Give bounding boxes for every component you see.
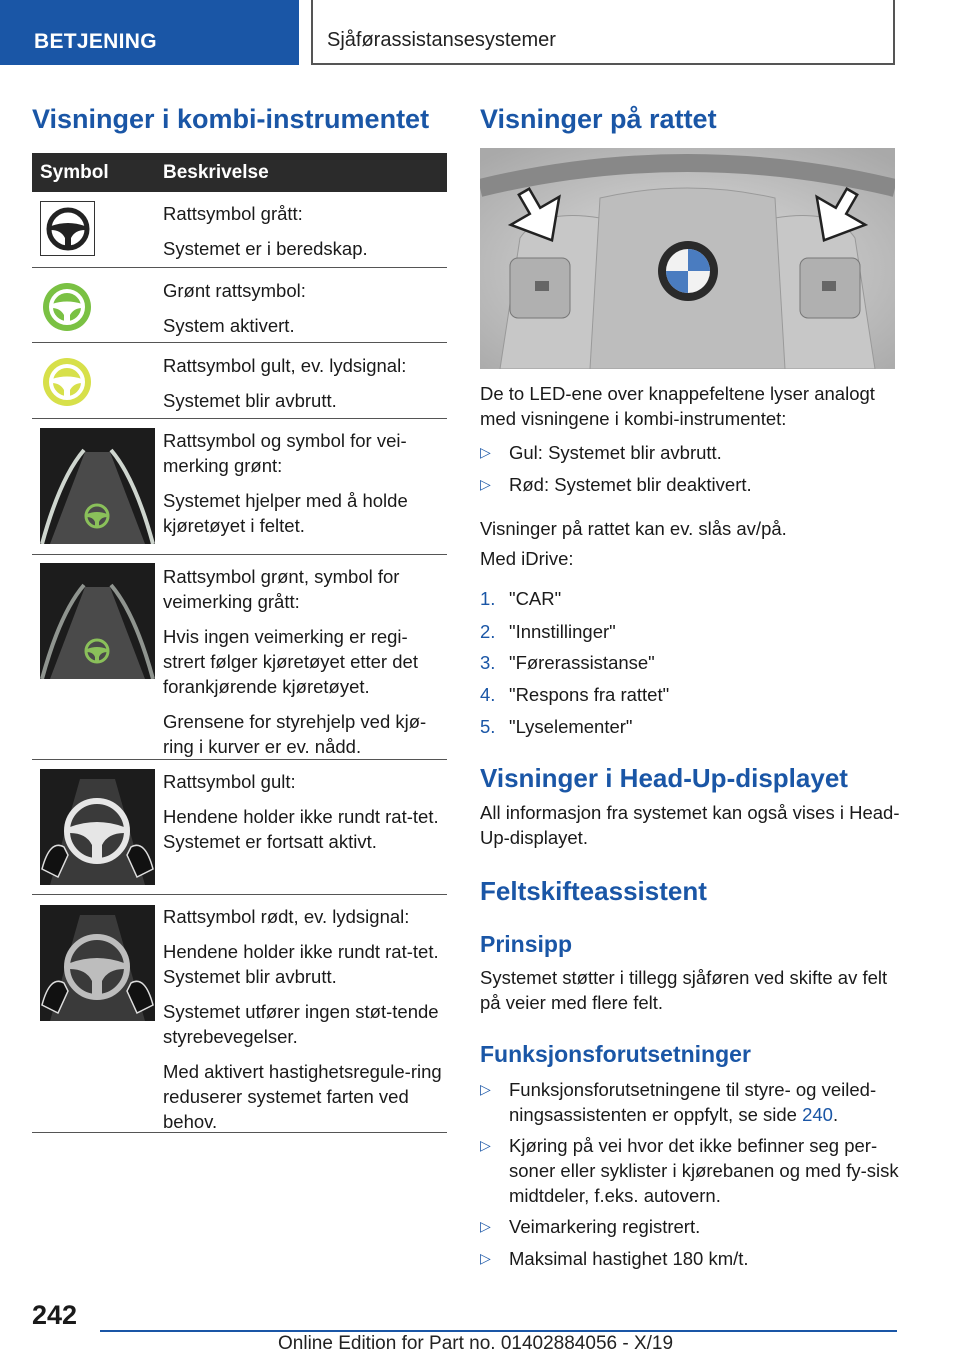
footer-edition: Online Edition for Part no. 01402884056 - X/19 xyxy=(278,1333,674,1354)
section-title-lane-change: Feltskifteassistent xyxy=(480,876,707,906)
row4-line1: Rattsymbol og symbol for vei-merking grønt: xyxy=(163,430,407,476)
hands-off-red-icon xyxy=(40,905,155,1021)
symbol-table xyxy=(32,153,447,1133)
steering-wheel-yellow-icon xyxy=(40,355,95,410)
bullet-text: Rød: Systemet blir deaktivert. xyxy=(509,474,752,495)
steering-wheel-photo xyxy=(480,148,895,369)
subtitle-principle: Prinsipp xyxy=(480,931,573,957)
row7-line4: Med aktivert hastighetsregule-ring reduserer systemet farten ved behov. xyxy=(163,1061,442,1132)
steering-wheel-grey-icon xyxy=(40,201,95,256)
section-title-hud: Visninger i Head-Up-displayet xyxy=(480,763,848,793)
row3-line2: Systemet blir avbrutt. xyxy=(163,390,337,411)
lane-steering-grey-icon xyxy=(40,563,155,679)
bullet-text: Veimarkering registrert. xyxy=(509,1216,701,1237)
triangle-bullet-icon: ▷ xyxy=(480,1250,491,1266)
list-item xyxy=(480,1246,900,1271)
wheel-intro: De to LED-ene over knappefeltene lyser analogt med visningene i kombi-instrumentet: xyxy=(480,383,875,429)
step-text: "Førerassistanse" xyxy=(509,652,655,673)
bullet-text: Funksjonsforutsetningene til styre- og veiled-ningsassistenten er oppfylt, se side xyxy=(509,1079,877,1125)
table-row xyxy=(32,760,447,895)
step-text: "Lyselementer" xyxy=(509,716,633,737)
list-item: 3. "Førerassistanse" xyxy=(480,652,655,673)
row5-line3: Grensene for styrehjelp ved kjø-ring i kurver er ev. nådd. xyxy=(163,711,427,757)
steering-wheel-green-icon xyxy=(40,280,95,335)
page-title-left: Visninger i kombi-instrumentet xyxy=(32,104,430,134)
list-item: 5. "Lyselementer" xyxy=(480,716,633,737)
col-symbol-header: Symbol xyxy=(40,162,109,183)
idrive-label: Med iDrive: xyxy=(480,548,574,569)
row4-line2: Systemet hjelper med å holde kjøretøyet i feltet. xyxy=(163,490,408,536)
page-number: 242 xyxy=(32,1300,78,1330)
page-link[interactable]: 240 xyxy=(802,1104,833,1125)
chapter-tab xyxy=(311,0,895,65)
list-item: 2. "Innstillinger" xyxy=(480,621,616,642)
subtitle-requirements: Funksjonsforutsetninger xyxy=(480,1041,751,1067)
list-item xyxy=(480,1133,900,1208)
step-text: "Innstillinger" xyxy=(509,621,616,642)
row6-line2: Hendene holder ikke rundt rat-tet. Systemet er fortsatt aktivt. xyxy=(163,806,439,852)
section-title-wheel: Visninger på rattet xyxy=(480,104,717,134)
list-item xyxy=(480,472,900,497)
triangle-bullet-icon: ▷ xyxy=(480,1137,491,1153)
list-item xyxy=(480,1214,900,1239)
list-item xyxy=(480,440,900,465)
list-item: ▷ Funksjonsforutsetningene til styre- og veiled-ningsassistenten er oppfylt, se side 240. xyxy=(480,1079,877,1125)
row1-line1: Rattsymbol grått: xyxy=(163,203,303,224)
row7-line2: Hendene holder ikke rundt rat-tet. Systemet blir avbrutt. xyxy=(163,941,439,987)
table-row xyxy=(32,419,447,555)
table-header xyxy=(32,153,447,192)
bullet-text: Gul: Systemet blir avbrutt. xyxy=(509,442,722,463)
row7-line3: Systemet utfører ingen støt-tende styrebevegelser. xyxy=(163,1001,439,1047)
hands-off-yellow-icon xyxy=(40,769,155,885)
row7-line1: Rattsymbol rødt, ev. lydsignal: xyxy=(163,906,410,927)
table-row xyxy=(32,895,447,1133)
row6-line1: Rattsymbol gult: xyxy=(163,771,296,792)
triangle-bullet-icon: ▷ xyxy=(480,476,491,492)
row3-line1: Rattsymbol gult, ev. lydsignal: xyxy=(163,355,407,376)
bullet-text: Maksimal hastighet 180 km/t. xyxy=(509,1248,749,1269)
footer-divider xyxy=(100,1330,897,1332)
triangle-bullet-icon: ▷ xyxy=(480,1081,491,1097)
step-text: "Respons fra rattet" xyxy=(509,684,670,705)
table-row xyxy=(32,268,447,343)
bullet-text: Kjøring på vei hvor det ikke befinner seg per-soner eller syklister i kjørebanen og med fy-sisk midtdeler, f.eks. autovern. xyxy=(509,1135,899,1206)
table-row xyxy=(32,192,447,268)
row2-line1: Grønt rattsymbol: xyxy=(163,280,306,301)
col-description-header: Beskrivelse xyxy=(163,162,269,183)
row5-line1: Rattsymbol grønt, symbol for veimerking grått: xyxy=(163,566,400,612)
table-row xyxy=(32,343,447,419)
row2-line2: System aktivert. xyxy=(163,315,295,336)
lane-steering-green-icon xyxy=(40,428,155,544)
row5-line2: Hvis ingen veimerking er regi-strert følger kjøretøyet etter det forankjørende kjøretøyet. xyxy=(163,626,418,697)
principle-text: Systemet støtter i tillegg sjåføren ved skifte av felt på veier med flere felt. xyxy=(480,967,888,1013)
section-tab xyxy=(0,0,299,65)
list-item: 4. "Respons fra rattet" xyxy=(480,684,670,705)
step-text: "CAR" xyxy=(509,588,562,609)
toggle-note: Visninger på rattet kan ev. slås av/på. xyxy=(480,518,787,539)
chapter-label: Sjåførassistansesystemer xyxy=(327,29,556,51)
row1-line2: Systemet er i beredskap. xyxy=(163,238,368,259)
list-item: 1. "CAR" xyxy=(480,588,562,609)
table-row xyxy=(32,555,447,760)
section-label: BETJENING xyxy=(34,30,157,53)
hud-text: All informasjon fra systemet kan også vises i Head-Up-displayet. xyxy=(480,802,900,848)
triangle-bullet-icon: ▷ xyxy=(480,1218,491,1234)
triangle-bullet-icon: ▷ xyxy=(480,444,491,460)
